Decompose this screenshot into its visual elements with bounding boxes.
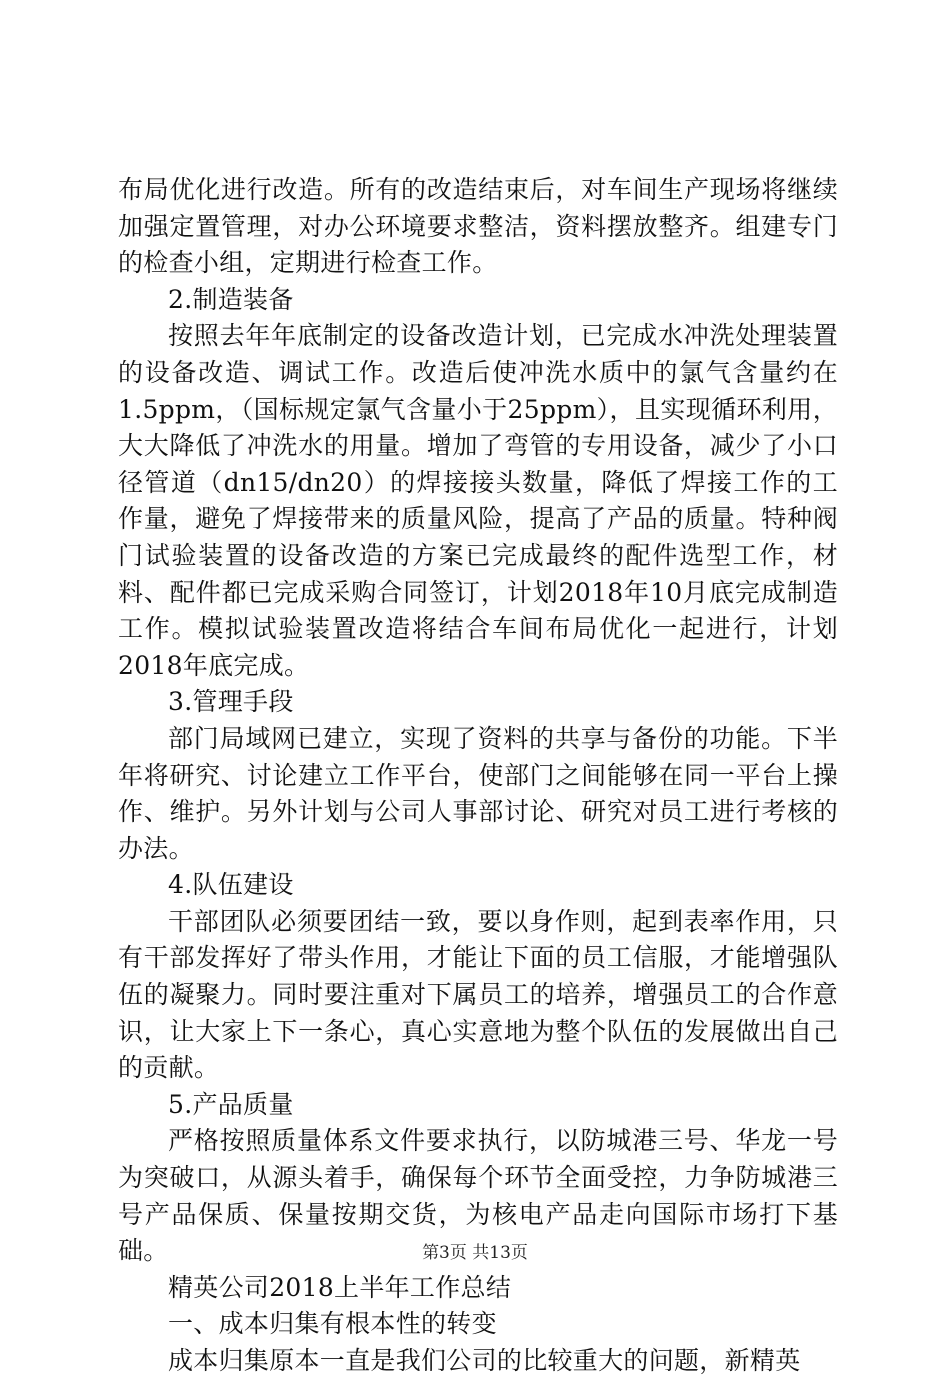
heading-team-building: 4.队伍建设 bbox=[168, 870, 294, 900]
paragraph-management: 部门局域网已建立，实现了资料的共享与备份的功能。下半年将研究、讨论建立工作平台，使部门之间能够在同一平台上操作、维护。另外计划与公司人事部讨论、研究对员工进行考核的办法。 bbox=[118, 723, 838, 863]
page-footer bbox=[0, 1241, 950, 1265]
paragraph-team: 干部团队必须要团结一致，要以身作则，起到表率作用，只有干部发挥好了带头作用，才能让下面的员工信服，才能增强队伍的凝聚力。同时要注重对下属员工的培养，增强员工的合作意识，让大家上下一条心，真心实意地为整个队伍的发展做出自己的贡献。 bbox=[118, 906, 838, 1083]
section-heading-cost: 一、成本归集有根本性的转变 bbox=[168, 1309, 497, 1339]
heading-product-quality: 5.产品质量 bbox=[168, 1089, 294, 1119]
paragraph-cost: 成本归集原本一直是我们公司的比较重大的问题，新精英 bbox=[168, 1346, 801, 1375]
paragraph-continuation: 布局优化进行改造。所有的改造结束后，对车间生产现场将继续加强定置管理，对办公环境要求整洁，资料摆放整齐。组建专门的检查小组，定期进行检查工作。 bbox=[118, 175, 838, 278]
document-body bbox=[118, 172, 838, 1380]
heading-management-means: 3.管理手段 bbox=[168, 687, 294, 717]
heading-manufacturing-equipment: 2.制造装备 bbox=[168, 284, 294, 314]
paragraph-quality: 严格按照质量体系文件要求执行，以防城港三号、华龙一号为突破口，从源头着手，确保每个环节全面受控，力争防城港三号产品保质、保量按期交货，为核电产品走向国际市场打下基础。 bbox=[118, 1126, 838, 1266]
page-number: 第3页 共13页 bbox=[422, 1243, 528, 1263]
paragraph-equipment: 按照去年年底制定的设备改造计划，已完成水冲洗处理装置的设备改造、调试工作。改造后使冲洗水质中的氯气含量约在1.5ppm，（国标规定氯气含量小于25ppm），且实现循环利用，大大降低了冲洗水的用量。增加了弯管的专用设备，减少了小口径管道（dn15/dn20）的焊接接头数量，降低了焊接工作的工作量，避免了焊接带来的质量风险，提高了产品的质量。特种阀门试验装置的设备改造的方案已完成最终的配件选型工作，材料、配件都已完成采购合同签订，计划2018年10月底完成制造工作。模拟试验装置改造将结合车间布局优化一起进行，计划2018年底完成。 bbox=[118, 321, 838, 680]
section-title: 精英公司2018上半年工作总结 bbox=[168, 1272, 512, 1302]
